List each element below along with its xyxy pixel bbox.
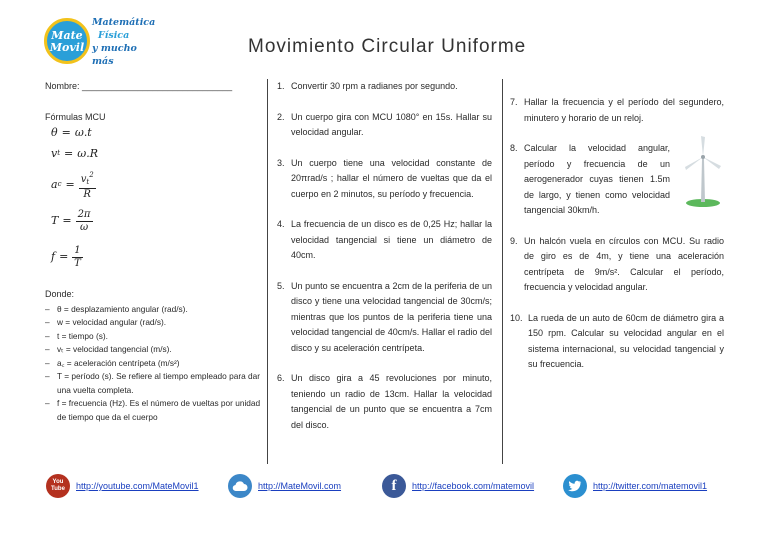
formula-3-lhs: a [51,178,58,192]
wind-turbine-icon [684,135,722,207]
logo-tagline-3: y mucho más [92,43,137,67]
question-item [277,217,492,264]
formula-3-num: v [80,174,87,185]
formula-5-lhs: f [51,250,56,264]
question-number: 9. [510,235,518,246]
formula-5-den: T [74,257,81,269]
formula-centripetal-acceleration: a c = $\frac{v_t^2}{R}$ [51,171,94,200]
column-divider-2 [502,79,503,464]
youtube-icon[interactable]: You Tube [46,474,70,498]
formulas-heading: Fórmulas MCU [45,111,106,122]
formula-4-num: 2π [77,208,91,220]
question-text: Un cuerpo tiene una velocidad constante de 20πrad/s ; hallar el número de vueltas que da el cuerpo en 2 minutos, su período y frecuencia. [291,157,492,199]
question-text: La rueda de un auto de 60cm de diámetro gira a 150 rpm. Calcular su velocidad angular en el sistema internacional, su velocidad tangencial y su frecuencia. [528,312,724,369]
cloud-icon[interactable] [228,474,252,498]
formula-1-rhs: ω.t [74,126,92,140]
page-title: Movimiento Circular Uniforme [248,36,527,57]
social-links [0,470,768,500]
youtube-link[interactable] [46,473,199,499]
question-text: La frecuencia de un disco es de 0,25 Hz; hallar la velocidad tangencial si tiene un diámetro de 40cm. [291,219,492,260]
question-item [277,79,492,95]
question-item [510,141,670,219]
question-number: 7. [510,97,518,107]
logo-badge-line2: Movil [49,41,85,54]
question-text: Hallar la frecuencia y el período del segundero, minutero y horario de un reloj. [524,97,724,123]
question-number: 6. [277,373,285,383]
definition-item: – vₜ = velocidad tangencial (m/s). [45,343,263,357]
website-link[interactable] [228,473,341,499]
formula-tangential-velocity: v t = ω.R [51,147,99,161]
questions-column-1 [277,79,492,448]
twitter-icon[interactable] [563,474,587,498]
definition-item: – w = velocidad angular (rad/s). [45,316,263,330]
question-number: 4. [277,219,285,229]
formula-period: T = $\frac{2\pi}{\omega}$ [51,208,91,233]
logo-tagline [92,16,160,68]
question-item [277,156,492,203]
logo-tagline-1: Matemática [92,17,156,28]
definition-item: – θ = desplazamiento angular (rad/s). [45,303,263,317]
formula-3-fraction [79,169,96,201]
question-item [510,234,724,296]
matemovil-logo [44,16,160,68]
formulas-column [45,79,263,424]
definition-item: – t = tiempo (s). [45,330,263,344]
logo-tagline-2: Física [98,30,130,41]
formula-5-fraction [72,245,82,270]
formula-4-fraction [76,209,93,234]
definition-item: – T = período (s). Se refiere al tiempo empleado para dar una vuelta completa. [45,370,263,397]
twitter-url[interactable]: http://twitter.com/matemovil1 [593,481,708,491]
question-text: Un halcón vuela en círculos con MCU. Su radio de giro es de 4m, y tiene una aceleración centrípeta de 9m/s². Calcular el período, frecuencia y velocidad angular. [524,235,724,292]
column-divider-1 [267,79,268,464]
facebook-url[interactable]: http://facebook.com/matemovil [412,481,535,491]
youtube-url[interactable]: http://youtube.com/MateMovil1 [76,481,199,491]
formula-2-rhs: ω.R [77,147,99,161]
facebook-icon[interactable]: f [382,474,406,498]
question-item [510,95,724,126]
formula-3-lhs-sub: c [57,180,62,189]
facebook-link[interactable] [382,473,534,499]
logo-badge-line1: Mate [51,29,83,42]
question-text: Un disco gira a 45 revoluciones por minuto, teniendo un radio de 13cm. Hallar la velocidad tangencial de un punto que se encuentra a 7cm del disco. [291,373,492,430]
question-item [510,311,724,373]
definitions-heading: Donde: [45,289,75,299]
question-text: Un cuerpo gira con MCU 1080° en 15s. Hallar su velocidad angular. [291,111,492,137]
question-number: 2. [277,111,285,122]
formula-5-num: 1 [74,244,81,256]
question-number: 5. [277,280,285,291]
formula-2-lhs: v [51,147,58,161]
question-list-1 [277,79,492,433]
question-item [277,110,492,141]
question-number: 10. [510,312,523,323]
question-text: Convertir 30 rpm a radianes por segundo. [291,81,458,91]
question-item [277,279,492,357]
formula-frequency: f = $\frac{1}{T}$ [51,244,81,269]
formula-1-lhs: θ [51,126,58,140]
question-number: 8. [510,143,518,153]
logo-badge [44,18,90,64]
question-item [277,371,492,433]
formula-3-num-sup: 2 [89,171,94,179]
twitter-link[interactable] [563,473,707,499]
formula-3-num-sub: t [86,178,90,186]
website-url[interactable]: http://MateMovil.com [258,481,342,491]
formula-4-den: ω [79,221,89,233]
formula-angular-displacement: θ = ω.t [51,126,92,140]
formula-2-lhs-sub: t [57,149,61,158]
question-number: 3. [277,157,285,168]
question-text: Calcular la velocidad angular, período y frecuencia de un aerogenerador cuyas tienen 1.5m de largo, y tienen como velocidad tangencial 30km/h. [524,143,670,215]
formula-4-lhs: T [51,214,59,228]
definitions-list [45,303,263,425]
definition-item: – a꜀ = aceleración centrípeta (m/s²) [45,357,263,371]
question-text: Un punto se encuentra a 2cm de la periferia de un disco y tiene una velocidad tangencial de 30cm/s; mientras que los puntos de la periferia tiene una velocidad tangencial de 40cm/s. Hallar el radio del disco y su aceleración centrípeta. [291,280,492,353]
question-number: 1. [277,81,285,91]
name-field-label: Nombre: ______________________________ [45,81,233,91]
formula-3-den: R [83,189,91,200]
definition-item: – f = frecuencia (Hz). Es el número de vueltas por unidad de tiempo que da el cuerpo [45,397,263,424]
